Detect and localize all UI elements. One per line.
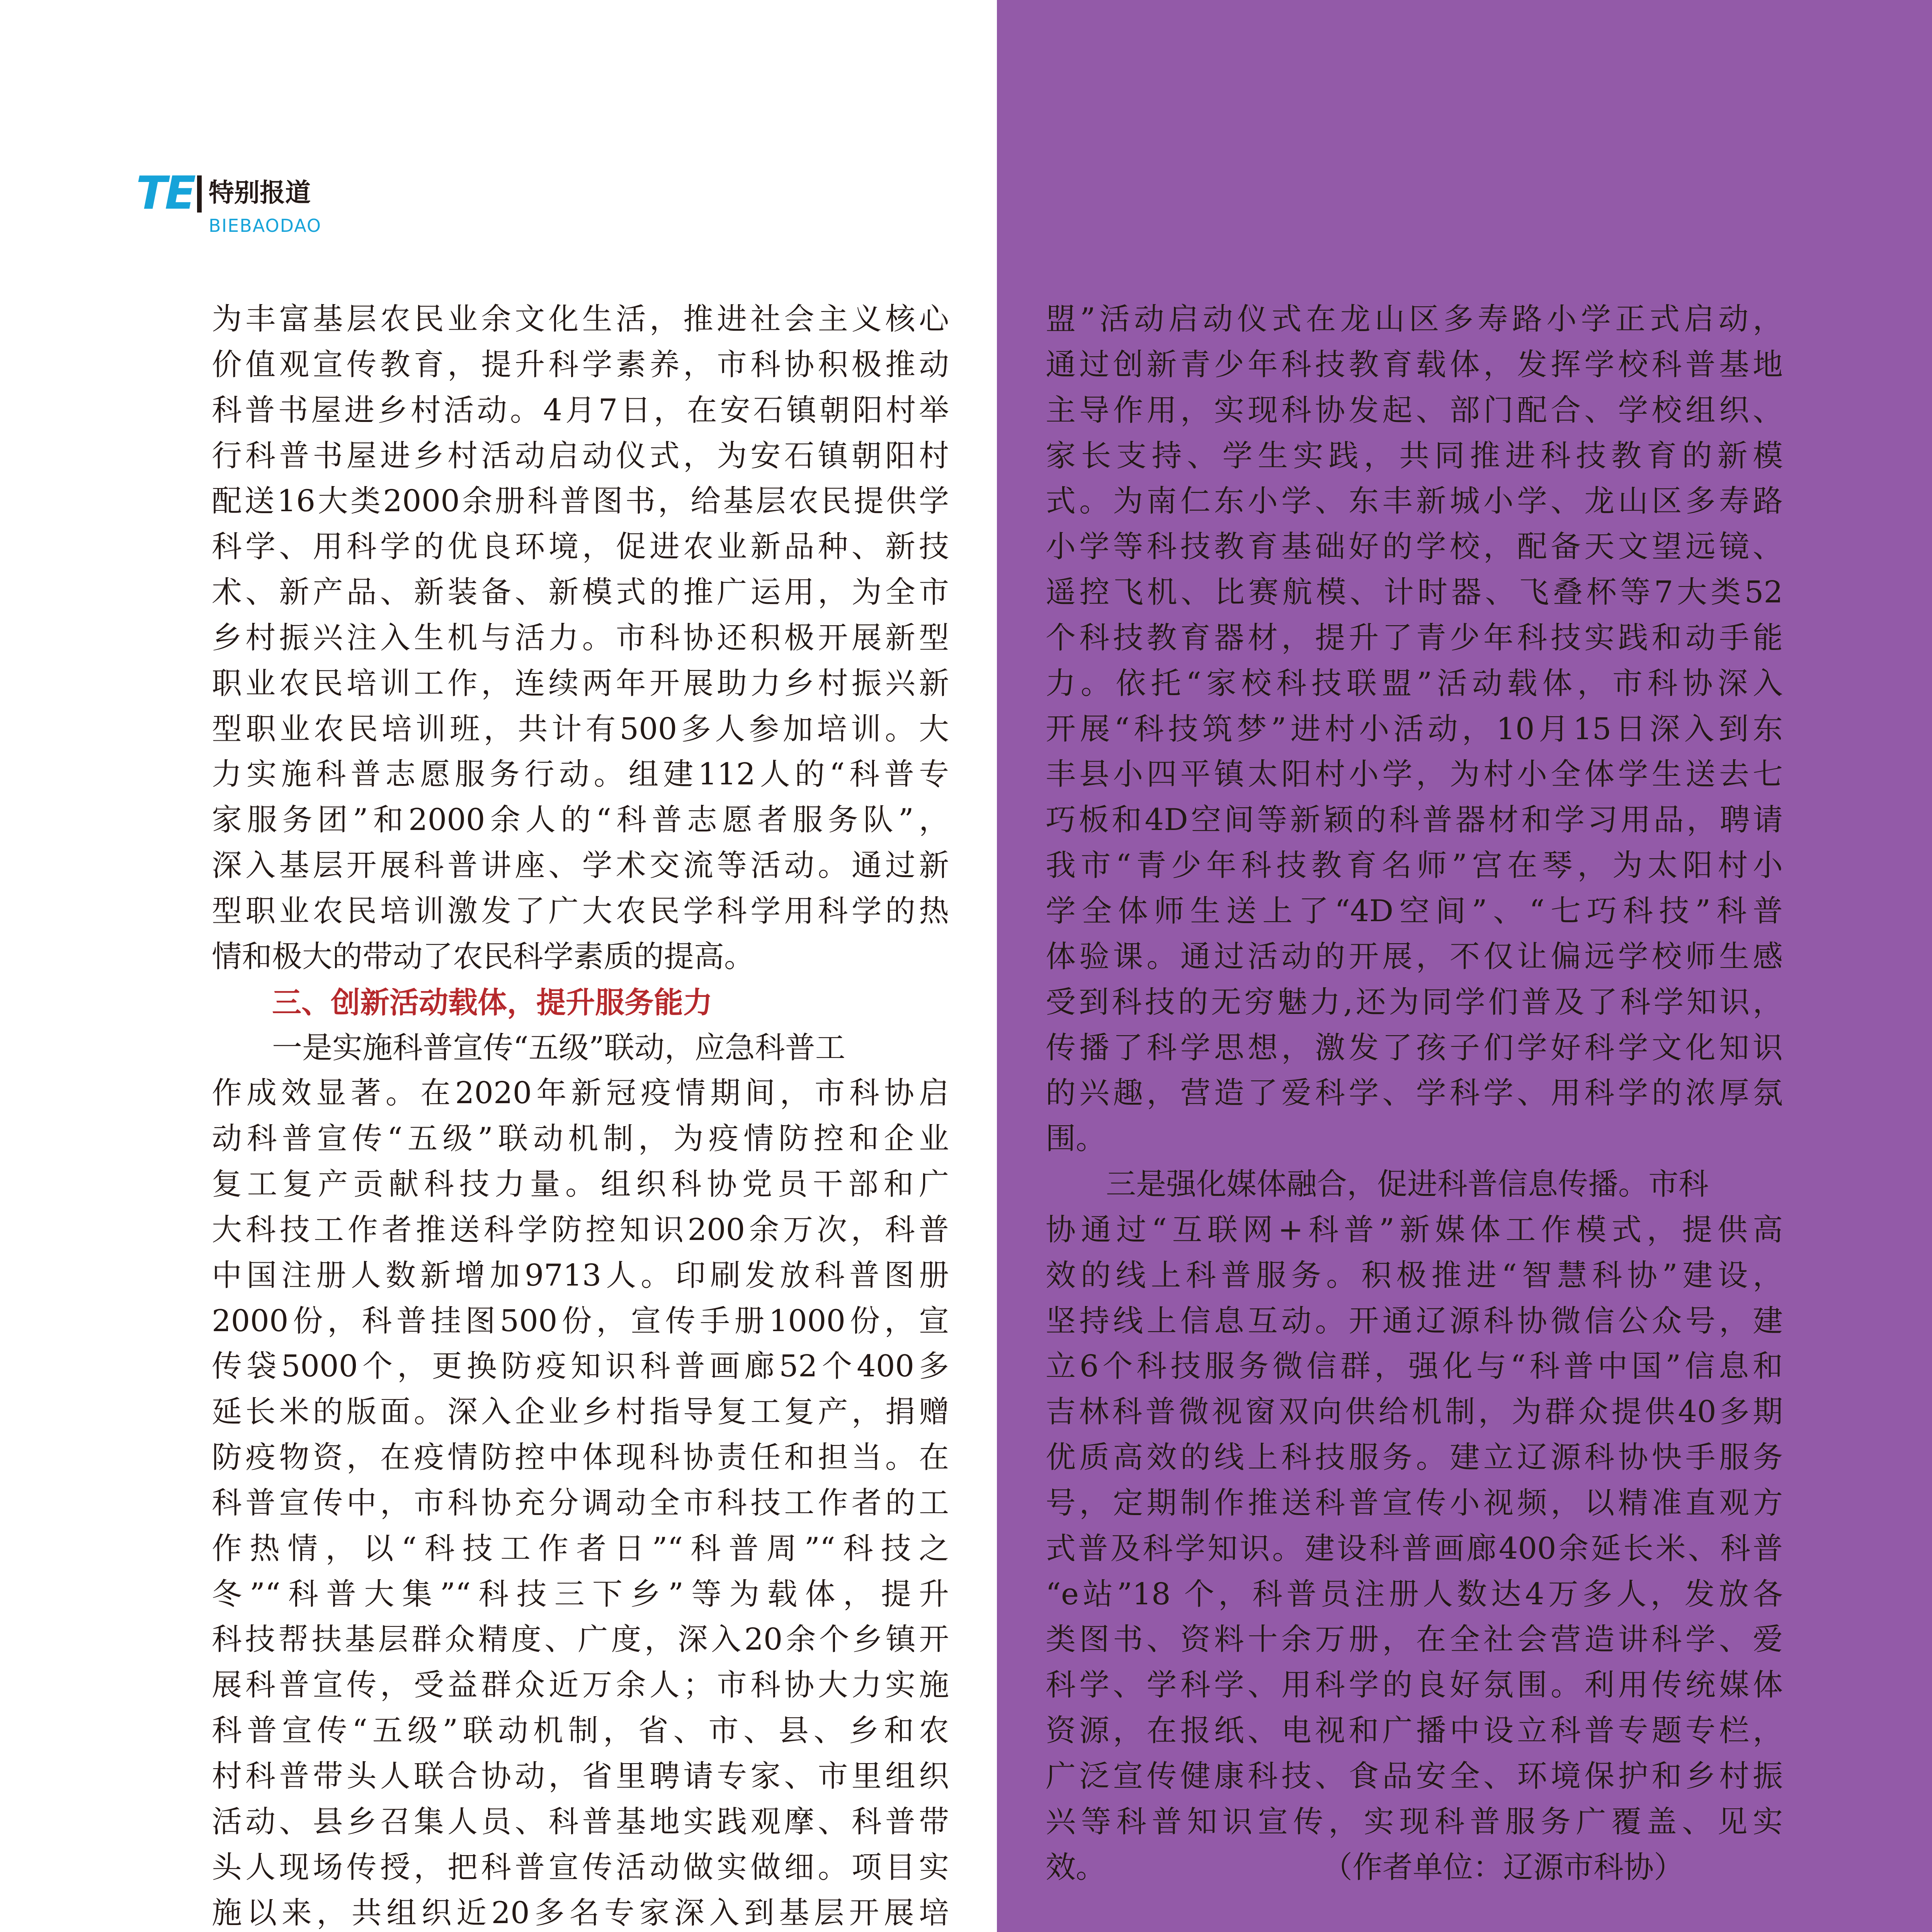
- text-line: 职业农民培训工作，连续两年开展助力乡村振兴新: [212, 666, 949, 701]
- text-line: 小学等科技教育基础好的学校，配备天文望远镜、: [1046, 529, 1783, 565]
- text-line: 立6个科技服务微信群，强化与“科普中国”信息和: [1046, 1349, 1783, 1384]
- text-line: 围。: [1046, 1121, 1106, 1156]
- text-line: 学全体师生送上了“4D空间”、“七巧科技”科普: [1046, 893, 1783, 929]
- text-line: 兴等科普知识宣传，实现科普服务广覆盖、见实: [1046, 1804, 1783, 1839]
- text-line: 行科普书屋进乡村活动启动仪式，为安石镇朝阳村: [212, 438, 949, 473]
- text-line: 大科技工作者推送科学防控知识200余万次，科普: [212, 1212, 949, 1247]
- text-line: 作热情，以“科技工作者日”“科普周”“科技之: [212, 1531, 949, 1566]
- text-line: 力。依托“家校科技联盟”活动载体，市科协深入: [1046, 666, 1783, 701]
- text-line: 科普宣传“五级”联动机制，省、市、县、乡和农: [212, 1713, 949, 1748]
- logo-divider: [197, 175, 202, 213]
- text-line: 效的线上科普服务。积极推进“智慧科协”建设，: [1046, 1258, 1783, 1293]
- te-logo: TE: [136, 166, 194, 219]
- author-signoff-line: [1046, 1845, 1783, 1891]
- text-line: 家长支持、学生实践，共同推进科技教育的新模: [1046, 438, 1783, 473]
- text-line: 个科技教育器材，提升了青少年科技实践和动手能: [1046, 620, 1783, 655]
- closing-text: 效。: [1046, 1850, 1106, 1885]
- text-line: 术、新产品、新装备、新模式的推广运用，为全市: [212, 575, 949, 610]
- text-line: 资源，在报纸、电视和广播中设立科普专题专栏，: [1046, 1713, 1783, 1748]
- text-line: 巧板和4D空间等新颖的科普器材和学习用品，聘请: [1046, 803, 1783, 838]
- author-affiliation: （作者单位：辽源市科协）: [1322, 1850, 1684, 1885]
- text-line: 一是实施科普宣传“五级”联动，应急科普工: [272, 1030, 845, 1065]
- text-line: 盟”活动启动仪式在龙山区多寿路小学正式启动，: [1046, 302, 1783, 337]
- text-line: 科技帮扶基层群众精度、广度，深入20余个乡镇开: [212, 1622, 949, 1657]
- text-line: 配送16大类2000余册科普图书，给基层农民提供学: [212, 484, 949, 519]
- text-line: 力实施科普志愿服务行动。组建112人的“科普专: [212, 757, 949, 792]
- section-heading: 三、创新活动载体，提升服务能力: [272, 985, 713, 1020]
- text-line: 号，定期制作推送科普宣传小视频，以精准直观方: [1046, 1485, 1783, 1520]
- text-line: 类图书、资料十余万册，在全社会营造讲科学、爱: [1046, 1622, 1783, 1657]
- text-line: 传袋5000个，更换防疫知识科普画廊52个400多: [212, 1349, 949, 1384]
- text-line: 为丰富基层农民业余文化生活，推进社会主义核心: [212, 302, 949, 337]
- text-line: “e站”18 个，科普员注册人数达4万多人，发放各: [1046, 1577, 1783, 1612]
- text-line: 展科普宣传，受益群众近万余人；市科协大力实施: [212, 1668, 949, 1703]
- text-line: 复工复产贡献科技力量。组织科协党员干部和广: [212, 1167, 949, 1202]
- text-line: 广泛宣传健康科技、食品安全、环境保护和乡村振: [1046, 1759, 1783, 1794]
- text-line: 头人现场传授，把科普宣传活动做实做细。项目实: [212, 1850, 949, 1885]
- text-line: 科学、用科学的优良环境，促进农业新品种、新技: [212, 529, 949, 565]
- text-line: 冬”“科普大集”“科技三下乡”等为载体，提升: [212, 1577, 949, 1612]
- text-line: 情和极大的带动了农民科学素质的提高。: [212, 939, 755, 974]
- text-line: 我市“青少年科技教育名师”宫在琴，为太阳村小: [1046, 848, 1783, 883]
- text-line: 家服务团”和2000余人的“科普志愿者服务队”，: [212, 803, 949, 838]
- section-title: 特别报道: [209, 178, 311, 207]
- text-line: 式。为南仁东小学、东丰新城小学、龙山区多寿路: [1046, 484, 1783, 519]
- section-pinyin: BIEBAODAO: [209, 215, 322, 236]
- text-line: 型职业农民培训激发了广大农民学科学用科学的热: [212, 893, 949, 929]
- text-line: 型职业农民培训班，共计有500多人参加培训。大: [212, 711, 949, 747]
- text-line: 防疫物资，在疫情防控中体现科协责任和担当。在: [212, 1440, 949, 1475]
- text-line: 的兴趣，营造了爱科学、学科学、用科学的浓厚氛: [1046, 1076, 1783, 1111]
- text-line: 传播了科学思想，激发了孩子们学好科学文化知识: [1046, 1030, 1783, 1065]
- text-line: 乡村振兴注入生机与活力。市科协还积极开展新型: [212, 620, 949, 655]
- text-line: 体验课。通过活动的开展，不仅让偏远学校师生感: [1046, 939, 1783, 974]
- text-line: 遥控飞机、比赛航模、计时器、飞叠杯等7大类52: [1046, 575, 1783, 610]
- text-line: 三是强化媒体融合，促进科普信息传播。市科: [1106, 1167, 1709, 1202]
- text-line: 科普书屋进乡村活动。4月7日，在安石镇朝阳村举: [212, 393, 949, 428]
- text-line: 价值观宣传教育，提升科学素养，市科协积极推动: [212, 347, 949, 382]
- text-line: 丰县小四平镇太阳村小学，为村小全体学生送去七: [1046, 757, 1783, 792]
- text-line: 通过创新青少年科技教育载体，发挥学校科普基地: [1046, 347, 1783, 382]
- text-line: 科普宣传中，市科协充分调动全市科技工作者的工: [212, 1485, 949, 1520]
- text-line: 延长米的版面。深入企业乡村指导复工复产，捐赠: [212, 1395, 949, 1430]
- text-line: 作成效显著。在2020年新冠疫情期间，市科协启: [212, 1076, 949, 1111]
- text-line: 村科普带头人联合协动，省里聘请专家、市里组织: [212, 1759, 949, 1794]
- right-text-column: [1046, 297, 1783, 1891]
- text-line: 协通过“互联网+科普”新媒体工作模式，提供高: [1046, 1212, 1783, 1247]
- text-line: 动科普宣传“五级”联动机制，为疫情防控和企业: [212, 1121, 949, 1156]
- text-line: 科学、学科学、用科学的良好氛围。利用传统媒体: [1046, 1668, 1783, 1703]
- text-line: 深入基层开展科普讲座、学术交流等活动。通过新: [212, 848, 949, 883]
- text-line: 受到科技的无穷魅力,还为同学们普及了科学知识，: [1046, 985, 1783, 1020]
- left-text-column: [212, 297, 949, 1932]
- text-line: 中国注册人数新增加9713人。印刷发放科普图册: [212, 1258, 949, 1293]
- text-line: 开展“科技筑梦”进村小活动，10月15日深入到东: [1046, 711, 1783, 747]
- text-line: 式普及科学知识。建设科普画廊400余延长米、科普: [1046, 1531, 1783, 1566]
- text-line: 主导作用，实现科协发起、部门配合、学校组织、: [1046, 393, 1783, 428]
- text-line: 活动、县乡召集人员、科普基地实践观摩、科普带: [212, 1804, 949, 1839]
- text-line: 优质高效的线上科技服务。建立辽源科协快手服务: [1046, 1440, 1783, 1475]
- text-line: 坚持线上信息互动。开通辽源科协微信公众号，建: [1046, 1303, 1783, 1338]
- text-line: 2000份，科普挂图500份，宣传手册1000份，宣: [212, 1303, 949, 1338]
- text-line: 施以来，共组织近20多名专家深入到基层开展培: [212, 1895, 949, 1930]
- text-line: 吉林科普微视窗双向供给机制，为群众提供40多期: [1046, 1395, 1783, 1430]
